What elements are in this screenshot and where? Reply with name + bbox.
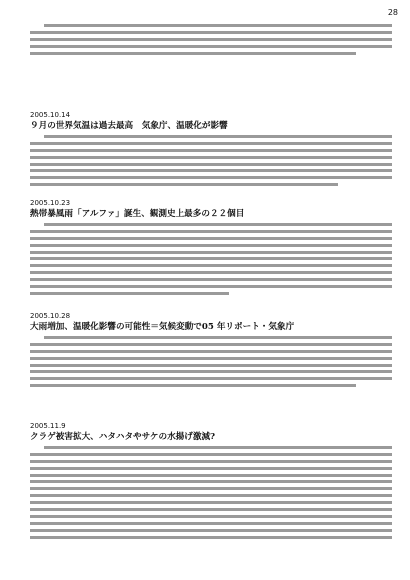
text-line <box>30 271 392 274</box>
text-line <box>30 176 392 179</box>
text-line <box>44 446 392 449</box>
text-line <box>30 278 392 281</box>
text-line <box>30 264 392 267</box>
text-line <box>30 453 392 456</box>
text-line <box>30 230 392 233</box>
text-line <box>30 149 392 152</box>
text-line <box>30 460 392 463</box>
page-number: 28 <box>387 8 398 17</box>
entry-body <box>30 135 392 186</box>
text-line <box>30 257 392 260</box>
text-line <box>30 364 392 367</box>
entry-date: 2005.10.14 <box>30 111 71 119</box>
text-line <box>30 515 392 518</box>
text-line <box>30 501 392 504</box>
text-line <box>30 52 356 55</box>
text-line <box>30 494 392 497</box>
text-line <box>44 135 392 138</box>
entry-headline: ９月の世界気温は過去最高 気象庁、温暖化が影響 <box>30 121 228 131</box>
text-line <box>30 529 392 532</box>
text-line <box>44 24 392 27</box>
text-line <box>30 467 392 470</box>
text-line <box>44 223 392 226</box>
entry-headline: 大雨増加、温暖化影響の可能性＝気候変動で05 年リポート・気象庁 <box>30 322 295 332</box>
entry-date: 2005.10.28 <box>30 312 71 320</box>
entry-body <box>30 336 392 387</box>
text-line <box>30 384 356 387</box>
text-line <box>30 31 392 34</box>
text-line <box>30 237 392 240</box>
text-line <box>30 285 392 288</box>
text-line <box>30 169 392 172</box>
text-line <box>30 156 392 159</box>
text-line <box>44 336 392 339</box>
text-line <box>30 508 392 511</box>
text-line <box>30 251 392 254</box>
intro-paragraph <box>30 24 392 58</box>
text-line <box>30 536 392 539</box>
entry-body <box>30 223 392 295</box>
text-line <box>30 474 392 477</box>
news-entry-4 <box>30 422 392 542</box>
entry-headline: クラゲ被害拡大、ハタハタやサケの水揚げ激減? <box>30 432 216 442</box>
text-line <box>30 142 392 145</box>
text-line <box>30 357 392 360</box>
text-line <box>30 45 392 48</box>
news-entry-1 <box>30 111 392 190</box>
text-line <box>30 350 392 353</box>
text-line <box>30 163 392 166</box>
text-line <box>30 377 392 380</box>
entry-date: 2005.10.23 <box>30 199 71 207</box>
entry-headline: 熱帯暴風雨「アルファ」誕生、観測史上最多の２２個目 <box>30 209 245 219</box>
text-line <box>30 244 392 247</box>
entry-date: 2005.11.9 <box>30 422 66 430</box>
text-line <box>30 38 392 41</box>
text-line <box>30 370 392 373</box>
news-entry-3 <box>30 312 392 391</box>
text-line <box>30 480 392 483</box>
text-line <box>30 183 338 186</box>
entry-body <box>30 446 392 539</box>
text-line <box>30 292 229 295</box>
news-entry-2 <box>30 199 392 299</box>
text-line <box>30 487 392 490</box>
text-line <box>30 522 392 525</box>
text-line <box>30 343 392 346</box>
intro-text <box>30 24 392 55</box>
